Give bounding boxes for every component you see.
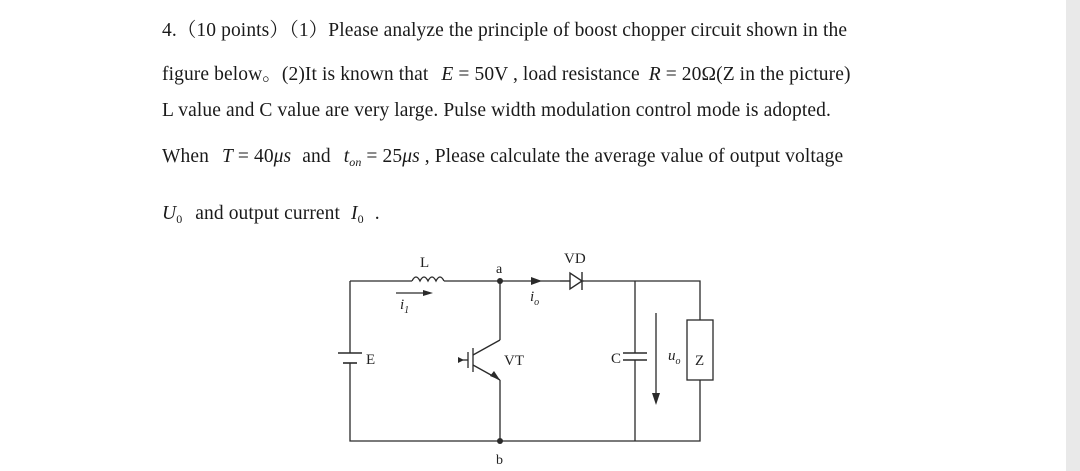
problem-line-4-and: and [302, 146, 331, 167]
load-Z-box [687, 320, 713, 380]
problem-line-5-text: and output current [195, 203, 341, 224]
label-i1: $i_1$ [400, 297, 410, 316]
wire-bottom-loop [350, 363, 700, 441]
problem-line-2 [162, 58, 851, 86]
unit-mus-1: μs [273, 146, 292, 167]
var-U: U [162, 203, 177, 224]
boost-chopper-circuit-diagram [330, 245, 730, 471]
node-b-dot [497, 438, 503, 444]
var-R: R [648, 64, 661, 85]
vt-gate-arrow [458, 357, 464, 363]
label-VD: VD [564, 251, 586, 267]
inductor-L [412, 277, 444, 281]
unit-mus-2: μs [402, 146, 420, 167]
problem-line-5-period: . [374, 203, 380, 224]
problem-line-4-text: , Please calculate the average value of output voltage [424, 146, 844, 167]
label-io: $i_o$ [530, 289, 540, 308]
diode-VD [560, 272, 584, 290]
problem-line-2-text: figure below。(2)It is known that [162, 64, 429, 85]
uo-arrow-head [652, 393, 660, 405]
label-L: L [420, 255, 430, 271]
label-Z: Z [695, 353, 705, 369]
problem-line-1 [162, 14, 847, 42]
vt-collector [473, 340, 500, 355]
problem-line-2-eq2: = 20Ω(Z in the picture) [665, 64, 851, 85]
problem-line-4 [162, 146, 843, 170]
problem-line-4-eq2: = 25 [366, 146, 403, 167]
label-uo: $u_o$ [668, 348, 681, 367]
var-I: I [351, 203, 358, 224]
var-U-subscript: 0 [176, 212, 183, 226]
problem-line-4-eq1: = 40 [237, 146, 274, 167]
problem-line-3-text: L value and C value are very large. Pulse width modulation control mode is adopted. [162, 100, 831, 121]
problem-line-2-eq1: = 50V , load resistance [458, 64, 640, 85]
label-VT: VT [504, 353, 524, 369]
label-node-b: b [496, 453, 503, 468]
problem-line-5 [162, 203, 380, 227]
node-a-dot [497, 278, 503, 284]
label-E: E [366, 352, 376, 368]
problem-line-3 [162, 100, 831, 122]
vt-emitter-arrow [490, 371, 500, 380]
var-t-subscript: on [349, 155, 362, 169]
var-T: T [221, 146, 233, 167]
var-t: t [343, 146, 350, 167]
var-I-subscript: 0 [357, 212, 364, 226]
var-E: E [441, 64, 454, 85]
io-arrow-head [531, 277, 542, 285]
wire-top-right [584, 281, 700, 320]
problem-line-4-when: When [162, 146, 209, 167]
label-C: C [611, 351, 622, 367]
label-node-a: a [496, 262, 503, 277]
scrollbar-edge [1066, 0, 1080, 471]
problem-line-1-text: 4.（10 points）（1）Please analyze the principle of boost chopper circuit shown in the [162, 20, 848, 41]
